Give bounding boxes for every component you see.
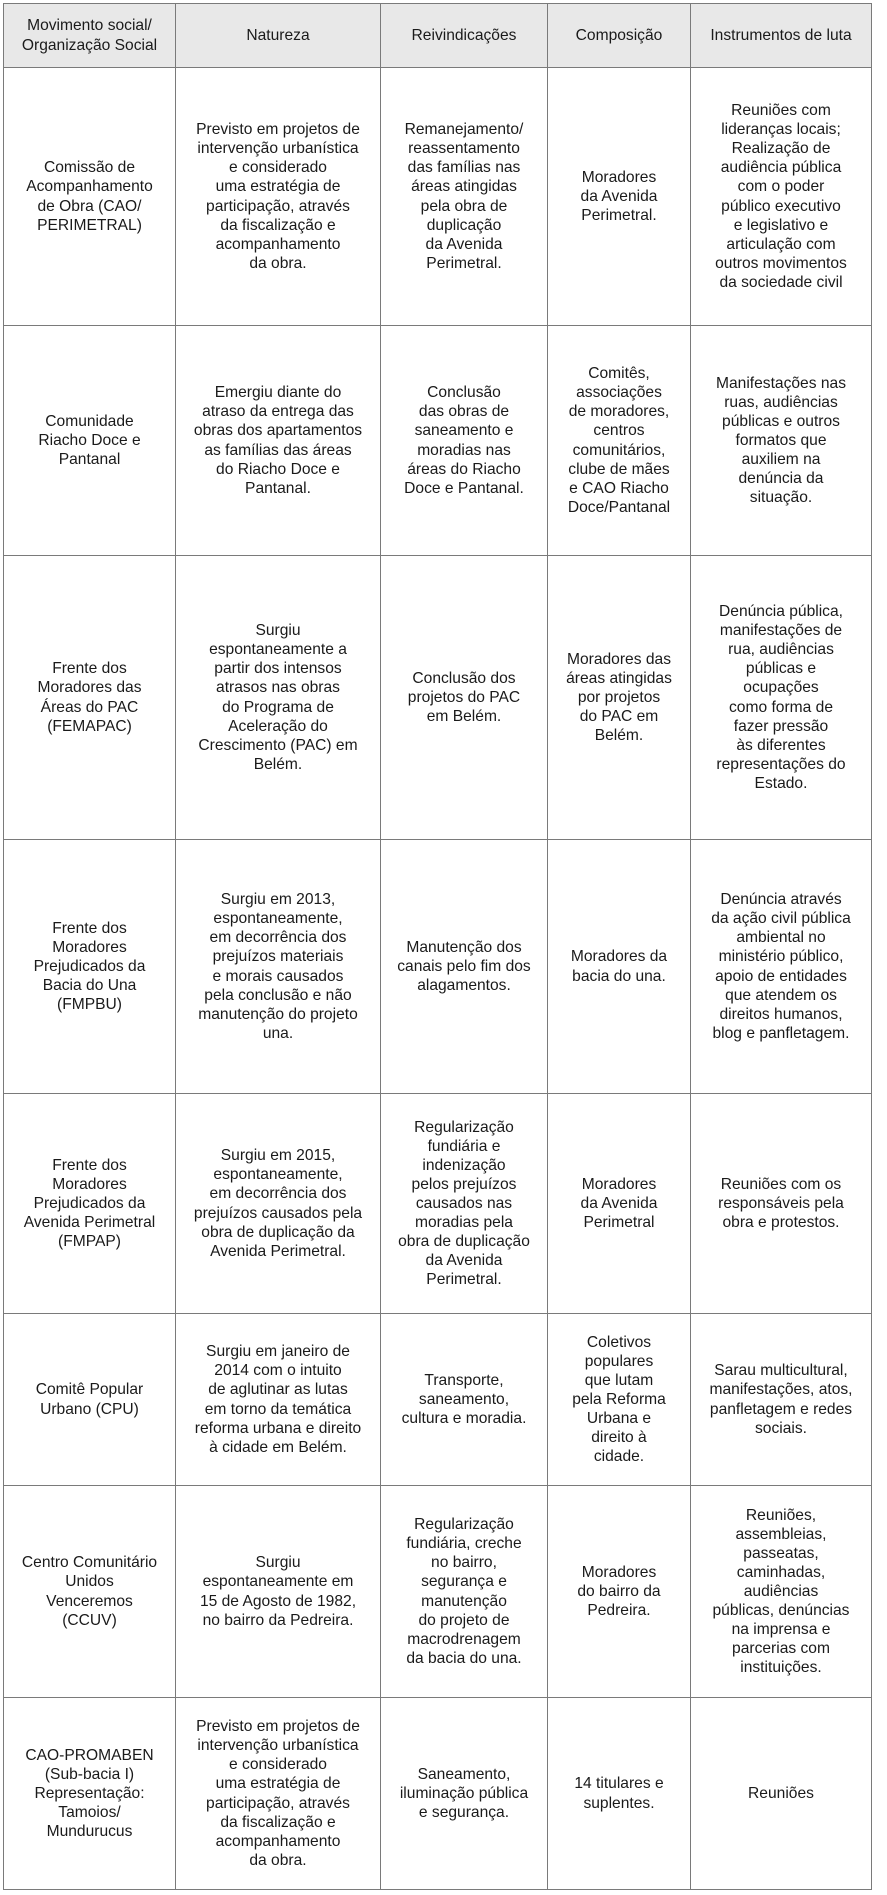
- header-natureza: Natureza: [176, 4, 381, 68]
- cell-reivindicacoes: Transporte, saneamento, cultura e moradia.: [381, 1314, 548, 1486]
- table-row: [4, 326, 872, 556]
- cell-composicao: Moradores do bairro da Pedreira.: [548, 1486, 691, 1698]
- cell-reivindicacoes: Conclusão das obras de saneamento e moradias nas áreas do Riacho Doce e Pantanal.: [381, 326, 548, 556]
- cell-instrumentos: Denúncia pública, manifestações de rua, audiências públicas e ocupações como forma de fazer pressão às diferentes representações do Estado.: [691, 556, 872, 840]
- cell-composicao: Moradores da Avenida Perimetral: [548, 1094, 691, 1314]
- cell-reivindicacoes: Regularização fundiária e indenização pelos prejuízos causados nas moradias pela obra de duplicação da Avenida Perimetral.: [381, 1094, 548, 1314]
- header-instrumentos: Instrumentos de luta: [691, 4, 872, 68]
- cell-instrumentos: Sarau multicultural, manifestações, atos, panfletagem e redes sociais.: [691, 1314, 872, 1486]
- table-row: [4, 1314, 872, 1486]
- cell-reivindicacoes: Conclusão dos projetos do PAC em Belém.: [381, 556, 548, 840]
- movements-table: [3, 3, 872, 1890]
- cell-instrumentos: Manifestações nas ruas, audiências públicas e outros formatos que auxiliem na denúncia da situação.: [691, 326, 872, 556]
- cell-movimento: Comitê Popular Urbano (CPU): [4, 1314, 176, 1486]
- cell-movimento: Frente dos Moradores Prejudicados da Avenida Perimetral (FMPAP): [4, 1094, 176, 1314]
- cell-instrumentos: Reuniões, assembleias, passeatas, caminhadas, audiências públicas, denúncias na imprensa e parcerias com instituições.: [691, 1486, 872, 1698]
- cell-natureza: Previsto em projetos de intervenção urbanística e considerado uma estratégia de participação, através da fiscalização e acompanhamento da obra.: [176, 1698, 381, 1890]
- cell-reivindicacoes: Saneamento, iluminação pública e segurança.: [381, 1698, 548, 1890]
- cell-reivindicacoes: Manutenção dos canais pelo fim dos alagamentos.: [381, 840, 548, 1094]
- cell-composicao: Moradores da Avenida Perimetral.: [548, 68, 691, 326]
- table-row: [4, 1698, 872, 1890]
- cell-composicao: Comitês, associações de moradores, centros comunitários, clube de mães e CAO Riacho Doce/Pantanal: [548, 326, 691, 556]
- table-row: [4, 68, 872, 326]
- header-row: [4, 4, 872, 68]
- cell-natureza: Emergiu diante do atraso da entrega das obras dos apartamentos as famílias das áreas do Riacho Doce e Pantanal.: [176, 326, 381, 556]
- table-row: [4, 840, 872, 1094]
- cell-movimento: Frente dos Moradores Prejudicados da Bacia do Una (FMPBU): [4, 840, 176, 1094]
- cell-natureza: Surgiu em 2013, espontaneamente, em decorrência dos prejuízos materiais e morais causados pela conclusão e não manutenção do projeto una.: [176, 840, 381, 1094]
- table-row: [4, 1486, 872, 1698]
- cell-natureza: Surgiu espontaneamente a partir dos intensos atrasos nas obras do Programa de Aceleração do Crescimento (PAC) em Belém.: [176, 556, 381, 840]
- cell-instrumentos: Reuniões com os responsáveis pela obra e protestos.: [691, 1094, 872, 1314]
- cell-movimento: CAO-PROMABEN (Sub-bacia I) Representação: Tamoios/ Mundurucus: [4, 1698, 176, 1890]
- cell-natureza: Surgiu espontaneamente em 15 de Agosto de 1982, no bairro da Pedreira.: [176, 1486, 381, 1698]
- cell-composicao: Coletivos populares que lutam pela Reforma Urbana e direito à cidade.: [548, 1314, 691, 1486]
- header-movimento: Movimento social/ Organização Social: [4, 4, 176, 68]
- cell-composicao: 14 titulares e suplentes.: [548, 1698, 691, 1890]
- cell-instrumentos: Reuniões: [691, 1698, 872, 1890]
- header-reivindicacoes: Reivindicações: [381, 4, 548, 68]
- cell-natureza: Surgiu em janeiro de 2014 com o intuito de aglutinar as lutas em torno da temática reforma urbana e direito à cidade em Belém.: [176, 1314, 381, 1486]
- cell-reivindicacoes: Regularização fundiária, creche no bairro, segurança e manutenção do projeto de macrodrenagem da bacia do una.: [381, 1486, 548, 1698]
- cell-reivindicacoes: Remanejamento/ reassentamento das famílias nas áreas atingidas pela obra de duplicação da Avenida Perimetral.: [381, 68, 548, 326]
- cell-movimento: Comissão de Acompanhamento de Obra (CAO/ PERIMETRAL): [4, 68, 176, 326]
- cell-composicao: Moradores das áreas atingidas por projetos do PAC em Belém.: [548, 556, 691, 840]
- cell-natureza: Surgiu em 2015, espontaneamente, em decorrência dos prejuízos causados pela obra de duplicação da Avenida Perimetral.: [176, 1094, 381, 1314]
- header-composicao: Composição: [548, 4, 691, 68]
- cell-instrumentos: Denúncia através da ação civil pública ambiental no ministério público, apoio de entidades que atendem os direitos humanos, blog e panfletagem.: [691, 840, 872, 1094]
- cell-natureza: Previsto em projetos de intervenção urbanística e considerado uma estratégia de participação, através da fiscalização e acompanhamento da obra.: [176, 68, 381, 326]
- table-row: [4, 556, 872, 840]
- table-row: [4, 1094, 872, 1314]
- cell-movimento: Frente dos Moradores das Áreas do PAC (FEMAPAC): [4, 556, 176, 840]
- cell-instrumentos: Reuniões com lideranças locais; Realização de audiência pública com o poder público executivo e legislativo e articulação com outros movimentos da sociedade civil: [691, 68, 872, 326]
- cell-movimento: Centro Comunitário Unidos Venceremos (CCUV): [4, 1486, 176, 1698]
- cell-movimento: Comunidade Riacho Doce e Pantanal: [4, 326, 176, 556]
- cell-composicao: Moradores da bacia do una.: [548, 840, 691, 1094]
